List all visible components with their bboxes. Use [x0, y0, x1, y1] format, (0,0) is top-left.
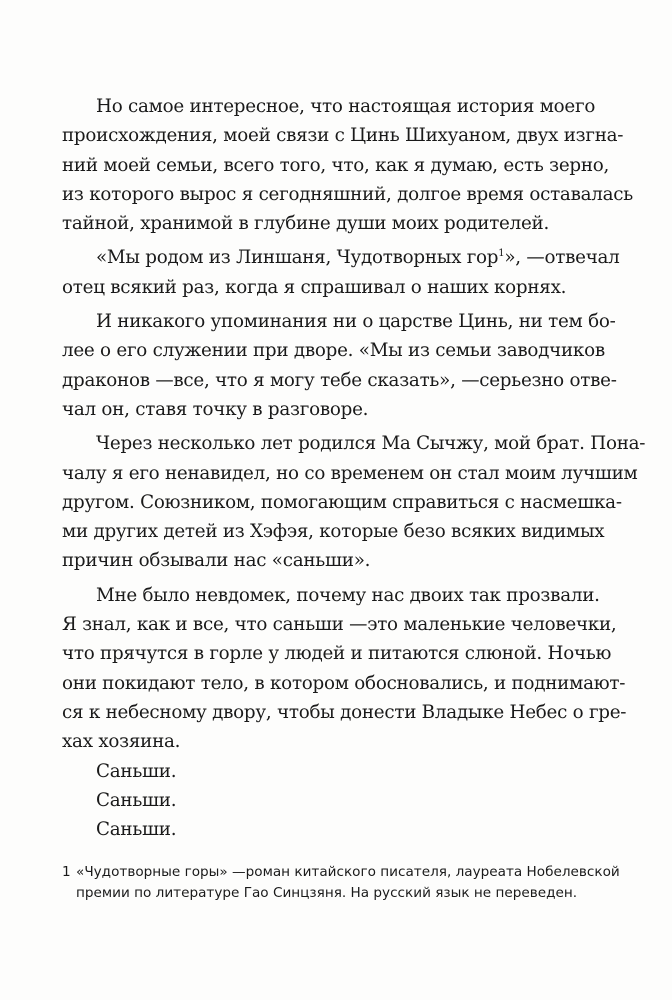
repeat-line: Саньши.	[96, 819, 177, 841]
text-line: отец всякий раз, когда я спрашивал о наших корнях.	[62, 276, 567, 298]
text-line: чалу я его ненавидел, но со временем он стал моим лучшим	[62, 462, 638, 484]
text-line: ся к небесному двору, чтобы донести Владыке Небес о гре-	[62, 701, 627, 723]
text-line: причин обзывали нас «саньши».	[62, 550, 371, 572]
text-line: И никакого упоминания ни о царстве Цинь, ни тем бо-	[96, 311, 616, 333]
text-line: ми других детей из Хэфэя, которые безо всяких видимых	[62, 521, 605, 543]
text-line: лее о его служении при дворе. «Мы из семьи заводчиков	[62, 340, 605, 362]
text-line: другом. Союзником, помогающим справиться с насмешка-	[62, 491, 622, 513]
quote-end: », —отвечал	[504, 247, 620, 269]
main-text	[62, 92, 646, 844]
paragraph-1	[62, 92, 633, 238]
footnote-text: «Чудотворные горы» —роман китайского писателя, лауреата Нобелевской	[76, 864, 620, 880]
repeat-line: Саньши.	[96, 760, 177, 782]
text-line: они покидают тело, в котором обосновались, и поднимают-	[62, 672, 626, 694]
text-line: чал он, ставя точку в разговоре.	[62, 398, 369, 420]
footnote-ref: 1	[498, 248, 505, 260]
text-line: драконов —все, что я могу тебе сказать», —серьезно отве-	[62, 369, 617, 391]
text-line: Мне было невдомек, почему нас двоих так прозвали.	[96, 584, 600, 606]
footnote-line: премии по литературе Гао Синцзяня. На русский язык не переведен.	[76, 885, 578, 901]
paragraph-4	[62, 429, 646, 575]
paragraph-2	[62, 243, 620, 302]
text-line: тайной, хранимой в глубине души моих родителей.	[62, 213, 550, 235]
quote-start: «Мы родом из Линшаня, Чудотворных гор	[96, 247, 499, 269]
footnote-line	[62, 862, 620, 883]
footnote	[62, 862, 620, 904]
text-line	[62, 243, 620, 272]
text-line: Через несколько лет родился Ма Сычжу, мой брат. Пона-	[96, 433, 646, 455]
text-line: Но самое интересное, что настоящая история моего	[96, 96, 596, 117]
text-line: происхождения, моей связи с Цинь Шихуаном, двух изгна-	[62, 125, 624, 147]
paragraph-5	[62, 581, 627, 757]
text-line: ний моей семьи, всего того, что, как я думаю, есть зерно,	[62, 154, 610, 176]
footnote-number: 1	[62, 864, 71, 880]
paragraph-3	[62, 307, 617, 424]
text-line: из которого вырос я сегодняшний, долгое время оставалась	[62, 183, 633, 205]
repeat-line: Саньши.	[96, 789, 177, 811]
text-line: Я знал, как и все, что саньши —это маленькие человечки,	[62, 614, 617, 636]
repeated-word-block	[62, 757, 570, 845]
text-line: что прячутся в горле у людей и питаются слюной. Ночью	[62, 643, 612, 665]
text-line: хах хозяина.	[62, 731, 181, 753]
